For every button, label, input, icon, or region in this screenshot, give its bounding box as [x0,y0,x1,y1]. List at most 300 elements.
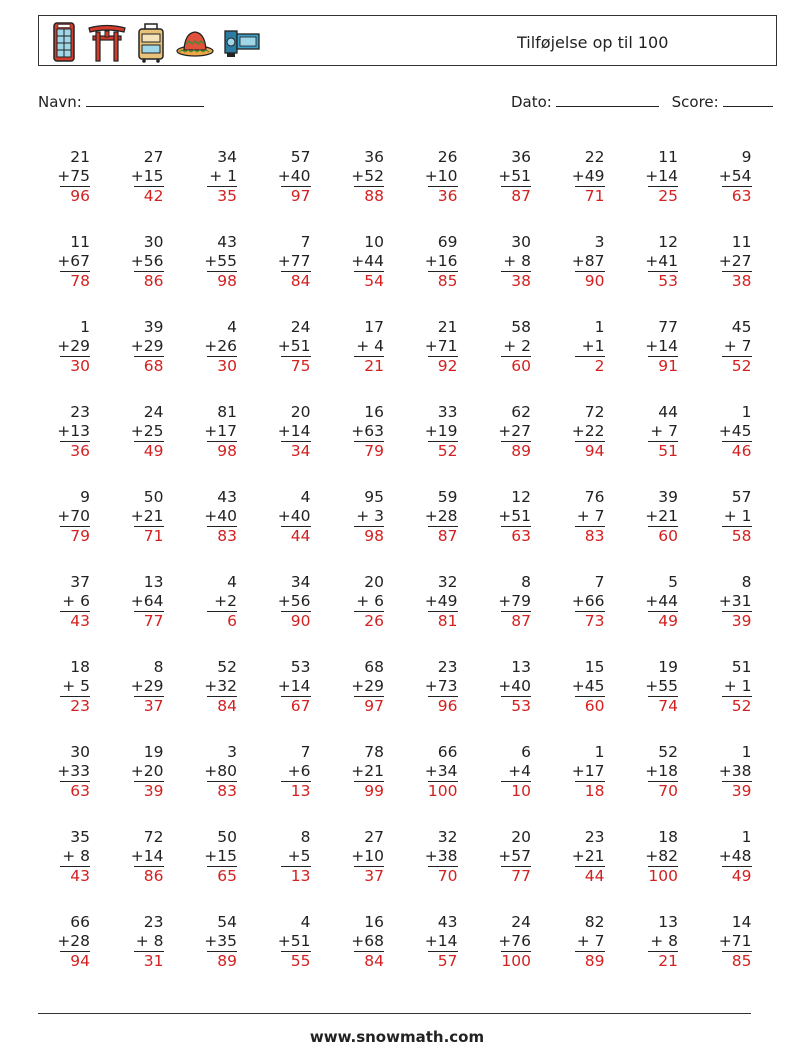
answer: 52 [722,356,752,376]
addend-top: 24 [511,913,531,931]
answer: 100 [648,867,678,885]
addition-problem [104,743,164,801]
addend-top: 43 [437,913,458,931]
addend-bottom: +40 [277,507,311,525]
addend-bottom: +29 [130,337,164,355]
answer: 99 [354,781,384,801]
addend-top: 1 [741,743,752,761]
addition-problem [177,148,237,206]
addend-top: 18 [658,828,678,846]
addend-bottom: +27 [498,422,531,440]
addend-bottom: +21 [130,507,164,525]
answer: 43 [60,866,90,886]
addition-problem [104,573,164,631]
answer: 52 [428,441,458,461]
addend-bottom: +15 [204,847,237,865]
addend-top: 13 [143,573,164,591]
answer: 53 [648,271,678,291]
addend-top: 57 [731,488,752,506]
addend-top: 32 [437,573,458,591]
addend-bottom: +63 [351,422,384,440]
addend-bottom: +71 [424,337,458,355]
addition-problem [324,318,384,376]
addend-top: 44 [658,403,678,421]
answer: 70 [428,866,458,886]
addition-problem [692,403,752,461]
addend-top: 20 [511,828,531,846]
addition-problem [324,828,384,886]
answer: 77 [134,611,164,631]
addition-problem [177,743,237,801]
answer: 70 [648,781,678,801]
addend-bottom: +54 [718,167,752,185]
addition-problem [104,233,164,291]
addend-top: 8 [300,828,311,846]
addition-problem [545,403,605,461]
answer: 39 [722,611,752,631]
addend-top: 95 [364,488,384,506]
addend-bottom: + 6 [356,592,384,610]
answer: 6 [207,611,237,631]
answer: 51 [648,441,678,461]
answer: 83 [207,526,237,546]
addend-bottom: + 7 [576,507,605,525]
addend-top: 34 [290,573,311,591]
addition-problem [545,828,605,886]
answer: 31 [134,951,164,971]
answer: 85 [722,951,752,971]
addition-problem [618,913,678,971]
addend-bottom: +55 [645,677,678,695]
addend-top: 30 [511,233,531,251]
addend-top: 39 [658,488,678,506]
addend-top: 23 [584,828,605,846]
header-box [38,15,777,66]
answer: 79 [354,441,384,461]
addition-problem [177,233,237,291]
addition-problem [30,743,90,801]
answer: 77 [501,866,531,886]
answer: 44 [575,866,605,886]
addition-problem [471,743,531,801]
addend-top: 8 [153,658,164,676]
addend-bottom: +22 [571,422,605,440]
sombrero-hat-icon [175,21,215,63]
answer: 81 [428,611,458,631]
addend-bottom: + 1 [209,167,237,185]
answer: 88 [354,186,384,206]
addend-bottom: +73 [424,677,458,695]
addend-bottom: +1 [581,337,605,355]
answer: 53 [501,696,531,716]
addend-top: 54 [217,913,237,931]
addend-bottom: +14 [645,337,678,355]
answer: 10 [501,781,531,801]
addend-bottom: +6 [287,762,311,780]
addend-top: 8 [521,573,531,591]
addend-bottom: +51 [498,507,531,525]
answer: 84 [281,271,311,291]
addend-top: 19 [143,743,164,761]
answer: 74 [648,696,678,716]
addend-top: 1 [741,403,752,421]
addition-problem [692,233,752,291]
addition-problem [398,233,458,291]
date-score-fields [511,92,773,111]
answer: 98 [207,441,237,461]
answer: 86 [134,271,164,291]
addition-problem [177,913,237,971]
addition-problem [545,743,605,801]
addend-bottom: +51 [498,167,531,185]
addend-top: 68 [364,658,384,676]
addend-bottom: + 6 [62,592,90,610]
addend-bottom: +32 [204,677,237,695]
addend-bottom: +55 [204,252,237,270]
addend-top: 36 [364,148,384,166]
name-label: Navn: [38,93,82,111]
addition-problem [398,743,458,801]
torii-gate-icon [87,21,127,63]
addend-bottom: +21 [571,847,605,865]
addend-bottom: +38 [424,847,458,865]
addition-problem [324,743,384,801]
addition-problem [324,658,384,716]
addition-problem [618,658,678,716]
addend-bottom: +2 [214,592,237,610]
addend-top: 51 [731,658,752,676]
addend-bottom: +29 [351,677,384,695]
addition-problem [398,913,458,971]
addend-top: 7 [300,233,311,251]
answer: 87 [501,611,531,631]
addition-problem [692,318,752,376]
addition-problem [177,658,237,716]
addition-problem [398,148,458,206]
addend-bottom: +51 [277,932,311,950]
answer: 100 [427,782,458,800]
addition-problem [545,233,605,291]
worksheet-title: Tilføjelse op til 100 [517,33,669,52]
answer: 25 [648,186,678,206]
addition-problem [30,148,90,206]
answer: 71 [575,186,605,206]
answer: 75 [281,356,311,376]
answer: 98 [207,271,237,291]
addition-problem [177,488,237,546]
addend-top: 37 [70,573,90,591]
addend-bottom: +44 [351,252,384,270]
answer: 87 [428,526,458,546]
addend-top: 23 [143,913,164,931]
answer: 94 [575,441,605,461]
addend-bottom: +14 [277,422,311,440]
addend-bottom: +29 [130,677,164,695]
addend-bottom: +21 [351,762,384,780]
phone-booth-icon [49,21,79,63]
addend-top: 12 [511,488,531,506]
addend-bottom: +67 [57,252,90,270]
addend-bottom: +10 [424,167,458,185]
addend-top: 21 [437,318,458,336]
addend-bottom: +21 [645,507,678,525]
addition-problem [618,743,678,801]
answer: 84 [207,696,237,716]
addition-problem [251,403,311,461]
addend-bottom: +49 [571,167,605,185]
addend-top: 14 [731,913,752,931]
addition-problem [398,403,458,461]
addition-problem [545,658,605,716]
addend-top: 43 [217,233,237,251]
addend-top: 15 [584,658,605,676]
addend-bottom: + 8 [650,932,678,950]
video-camera-icon [223,21,263,63]
addend-bottom: +28 [424,507,458,525]
addend-bottom: +14 [645,167,678,185]
addition-problem [398,318,458,376]
addend-top: 1 [594,743,605,761]
addend-bottom: +14 [277,677,311,695]
answer: 36 [428,186,458,206]
addition-problem [30,233,90,291]
addend-top: 7 [300,743,311,761]
addition-problem [30,828,90,886]
addend-top: 6 [521,743,531,761]
answer: 49 [134,441,164,461]
addend-top: 69 [437,233,458,251]
answer: 21 [648,951,678,971]
addend-bottom: + 7 [576,932,605,950]
addend-bottom: +14 [130,847,164,865]
addend-bottom: +27 [718,252,752,270]
addend-bottom: +76 [498,932,531,950]
addend-top: 50 [143,488,164,506]
addend-top: 66 [70,913,90,931]
addend-top: 1 [80,318,90,336]
addend-top: 21 [70,148,90,166]
addition-problem [251,828,311,886]
answer: 13 [281,866,311,886]
answer: 60 [648,526,678,546]
answer: 38 [501,271,531,291]
addition-problem [251,913,311,971]
addition-problem [618,318,678,376]
answer: 86 [134,866,164,886]
addition-problem [618,573,678,631]
addend-bottom: + 2 [503,337,531,355]
addition-problem [471,913,531,971]
addend-bottom: +51 [277,337,311,355]
addend-bottom: +71 [718,932,752,950]
addend-top: 11 [70,233,90,251]
answer: 85 [428,271,458,291]
addition-problem [177,573,237,631]
addend-top: 58 [511,318,531,336]
addend-top: 52 [217,658,237,676]
addition-problem [471,318,531,376]
addend-top: 52 [658,743,678,761]
addend-top: 32 [437,828,458,846]
answer: 52 [722,696,752,716]
addend-bottom: + 8 [503,252,531,270]
addend-top: 3 [227,743,237,761]
addend-top: 34 [217,148,237,166]
answer: 63 [60,781,90,801]
addend-bottom: +40 [498,677,531,695]
suitcase-icon [135,21,167,63]
addition-problem [398,573,458,631]
addend-top: 4 [300,488,311,506]
addition-problem [471,233,531,291]
addition-problem [104,318,164,376]
addition-problem [104,658,164,716]
addend-top: 16 [364,913,384,931]
addition-problem [251,233,311,291]
addend-top: 1 [741,828,752,846]
addend-top: 11 [731,233,752,251]
addend-top: 57 [290,148,311,166]
addition-problem [30,403,90,461]
addend-bottom: +19 [424,422,458,440]
addition-problem [618,233,678,291]
answer: 37 [134,696,164,716]
addend-top: 9 [741,148,752,166]
answer: 68 [134,356,164,376]
addend-top: 82 [584,913,605,931]
addend-bottom: +29 [57,337,90,355]
addition-problem [30,913,90,971]
answer: 87 [501,186,531,206]
answer: 89 [501,441,531,461]
addition-problem [251,488,311,546]
addend-bottom: +77 [277,252,311,270]
addend-top: 5 [668,573,678,591]
header-icons [49,21,263,61]
answer: 100 [501,952,531,970]
addend-bottom: +40 [204,507,237,525]
answer: 13 [281,781,311,801]
addend-top: 24 [143,403,164,421]
addend-top: 50 [217,828,237,846]
addend-top: 30 [143,233,164,251]
addend-top: 33 [437,403,458,421]
addend-bottom: +64 [130,592,164,610]
addend-bottom: +41 [645,252,678,270]
addition-problem [324,233,384,291]
addend-top: 26 [437,148,458,166]
addition-problem [104,488,164,546]
addend-top: 62 [511,403,531,421]
addend-bottom: +18 [645,762,678,780]
addend-bottom: + 7 [650,422,678,440]
answer: 58 [722,526,752,546]
addition-problem [30,573,90,631]
addition-problem [545,148,605,206]
addition-problem [324,488,384,546]
addition-problem [618,828,678,886]
date-blank[interactable] [556,92,659,107]
addition-problem [471,658,531,716]
name-blank[interactable] [86,92,204,107]
addend-bottom: +33 [57,762,90,780]
answer: 39 [722,781,752,801]
addition-problem [471,828,531,886]
addend-bottom: +17 [571,762,605,780]
answer: 23 [60,696,90,716]
addition-problem [545,913,605,971]
addition-problem [177,403,237,461]
addend-bottom: +31 [718,592,752,610]
answer: 89 [575,951,605,971]
answer: 65 [207,866,237,886]
addend-top: 22 [584,148,605,166]
addend-top: 4 [300,913,311,931]
answer: 46 [722,441,752,461]
addition-problem [692,148,752,206]
answer: 73 [575,611,605,631]
addend-top: 24 [290,318,311,336]
addition-problem [324,148,384,206]
addend-top: 11 [658,148,678,166]
answer: 54 [354,271,384,291]
addend-top: 20 [364,573,384,591]
addition-problem [398,828,458,886]
answer: 44 [281,526,311,546]
addition-problem [324,403,384,461]
addition-problem [398,488,458,546]
addend-bottom: +20 [130,762,164,780]
addend-top: 27 [364,828,384,846]
addition-problem [692,573,752,631]
addition-problem [104,913,164,971]
answer: 38 [722,271,752,291]
answer: 18 [575,781,605,801]
score-label: Score: [671,93,719,111]
addend-bottom: + 7 [723,337,752,355]
addend-bottom: +80 [204,762,237,780]
name-field [38,92,204,111]
addend-bottom: + 8 [62,847,90,865]
score-blank[interactable] [723,92,773,107]
footer-site: www.snowmath.com [309,1028,485,1046]
addend-bottom: + 1 [723,507,752,525]
addend-bottom: +48 [718,847,752,865]
answer: 49 [722,866,752,886]
answer: 97 [281,186,311,206]
addend-bottom: + 4 [356,337,384,355]
addition-problem [104,403,164,461]
answer: 34 [281,441,311,461]
answer: 67 [281,696,311,716]
addend-top: 18 [70,658,90,676]
addend-top: 72 [584,403,605,421]
addition-problem [104,828,164,886]
addition-problem [471,573,531,631]
addend-bottom: +56 [277,592,311,610]
addend-bottom: +57 [498,847,531,865]
answer: 79 [60,526,90,546]
addend-bottom: +45 [718,422,752,440]
addend-bottom: +34 [424,762,458,780]
addition-problem [104,148,164,206]
addend-bottom: +40 [277,167,311,185]
addition-problem [398,658,458,716]
addend-top: 12 [658,233,678,251]
addend-top: 53 [290,658,311,676]
addend-bottom: +52 [351,167,384,185]
answer: 57 [428,951,458,971]
